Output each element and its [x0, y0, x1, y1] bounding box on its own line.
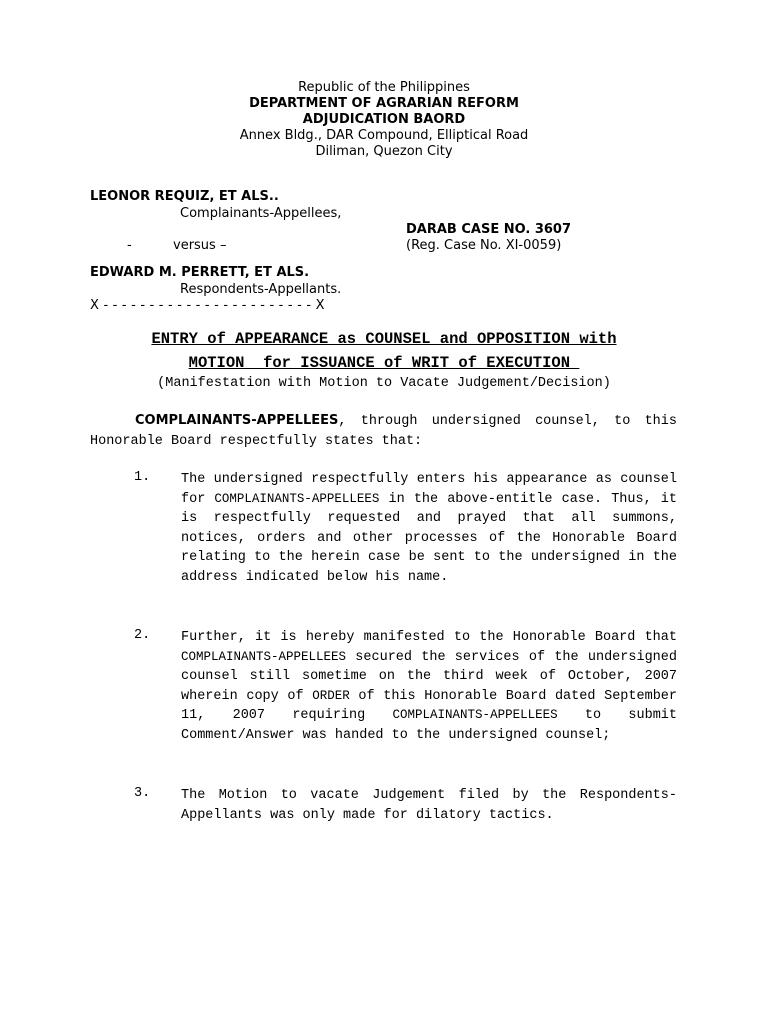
- paragraph-number: 2.: [134, 628, 151, 643]
- reg-case-number: (Reg. Case No. XI-0059): [406, 238, 562, 253]
- address-line-2: Diliman, Quezon City: [315, 144, 453, 159]
- caption-separator: X - - - - - - - - - - - - - - - - - - - - - - - X: [90, 298, 325, 313]
- board-name: ADJUDICATION BAORD: [302, 112, 466, 127]
- intro-paragraph: [90, 411, 677, 451]
- versus-label: versus –: [173, 238, 227, 253]
- respondents-role: Respondents-Appellants.: [180, 282, 342, 297]
- complainants-name: LEONOR REQUIZ, ET ALS..: [90, 189, 279, 204]
- title-line-2: [0, 351, 768, 375]
- versus-dash: -: [127, 238, 132, 253]
- document-title-block: [0, 327, 768, 393]
- document-subtitle: (Manifestation with Motion to Vacate Judgement/Decision): [157, 376, 611, 391]
- paragraph-text: The undersigned respectfully enters his appearance as counsel for COMPLAINANTS-APPELLEES in the above-entitle case. Thus, it is respectfully requested and prayed that all summons, notices, orders and other processes of the Honorable Board relating to the herein case be sent to the undersigned in the address indicated below his name.: [181, 472, 678, 585]
- title-line-2-text: MOTION for ISSUANCE of WRIT of EXECUTION: [188, 354, 580, 372]
- paragraph-text: The Motion to vacate Judgement filed by the Respondents-Appellants was only made for dilatory tactics.: [181, 788, 677, 823]
- paragraph-text: Further, it is hereby manifested to the Honorable Board that COMPLAINANTS-APPELLEES secured the services of the undersigned counsel still sometime on the third week of October, 2007 wherein copy of ORDER of this Honorable Board dated September 11, 2007 requiring COMPLAINANTS-APPELLEES to submit Comment/Answer was handed to the undersigned counsel;: [181, 630, 678, 743]
- republic-line: Republic of the Philippines: [298, 80, 470, 95]
- case-number: DARAB CASE NO. 3607: [406, 222, 572, 237]
- title-line-1-text: ENTRY of APPEARANCE as COUNSEL and OPPOSITION with: [151, 330, 617, 348]
- complainants-role: Complainants-Appellees,: [180, 206, 342, 221]
- paragraph-number: 3.: [134, 786, 151, 801]
- intro-text: , through undersigned counsel, to this Honorable Board respectfully states that:: [90, 414, 677, 449]
- address-line-1: Annex Bldg., DAR Compound, Elliptical Road: [239, 128, 529, 143]
- document-header: [0, 80, 768, 160]
- title-line-1: [0, 327, 768, 351]
- department-name: DEPARTMENT OF AGRARIAN REFORM: [249, 96, 519, 111]
- paragraph-number: 1.: [134, 470, 151, 485]
- intro-party: COMPLAINANTS-APPELLEES: [135, 413, 339, 428]
- respondents-name: EDWARD M. PERRETT, ET ALS.: [90, 265, 310, 280]
